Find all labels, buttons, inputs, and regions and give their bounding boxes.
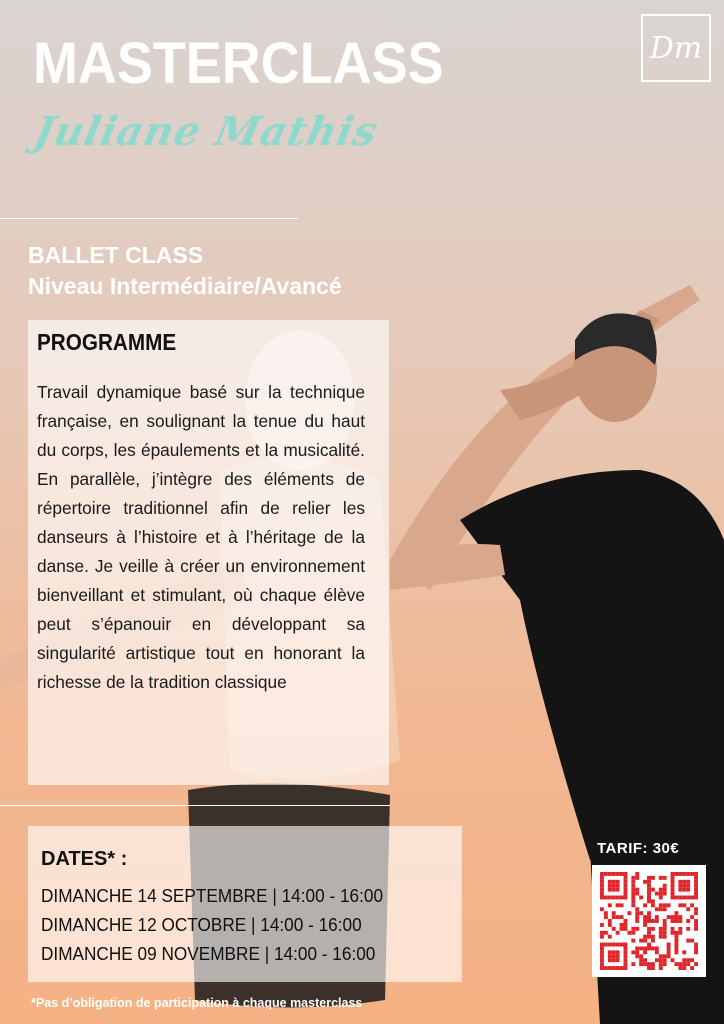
top-divider — [0, 218, 298, 219]
qr-code-graphic — [599, 872, 699, 970]
programme-panel — [28, 320, 389, 785]
qr-code-icon[interactable] — [592, 865, 706, 977]
instructor-signature: Juliane Mathis — [30, 108, 383, 155]
dates-list — [41, 881, 462, 968]
dm-logo-icon — [641, 14, 711, 82]
programme-title: PROGRAMME — [37, 329, 177, 355]
logo-text: Dm — [649, 30, 703, 66]
class-level: Niveau Intermédiaire/Avancé — [28, 273, 342, 299]
date-item: DIMANCHE 14 SEPTEMBRE | 14:00 - 16:00 — [41, 885, 384, 906]
middle-divider — [0, 805, 390, 806]
class-name: BALLET CLASS — [28, 242, 204, 268]
footnote: *Pas d’obligation de participation à chaque masterclass — [31, 996, 363, 1010]
price-label: TARIF: 30€ — [597, 840, 680, 857]
page-title: MASTERCLASS — [33, 31, 444, 96]
programme-text: Travail dynamique basé sur la technique française, en soulignant la tenue du haut du corps, les épaulements et la musicalité. En parallèle, j’intègre des éléments de répertoire traditionnel afin de relier les danseurs à l’histoire et à l’héritage de la danse. Je veille à créer un environnement bienveillant et stimulant, où chaque élève peut s’épanouir en développant sa singularité artistique tout en honorant la richesse de la tradition classique — [37, 382, 365, 692]
date-item: DIMANCHE 09 NOVEMBRE | 14:00 - 16:00 — [41, 943, 376, 964]
dates-panel — [28, 826, 462, 982]
dates-title: DATES* : — [41, 848, 128, 870]
date-item: DIMANCHE 12 OCTOBRE | 14:00 - 16:00 — [41, 914, 362, 935]
